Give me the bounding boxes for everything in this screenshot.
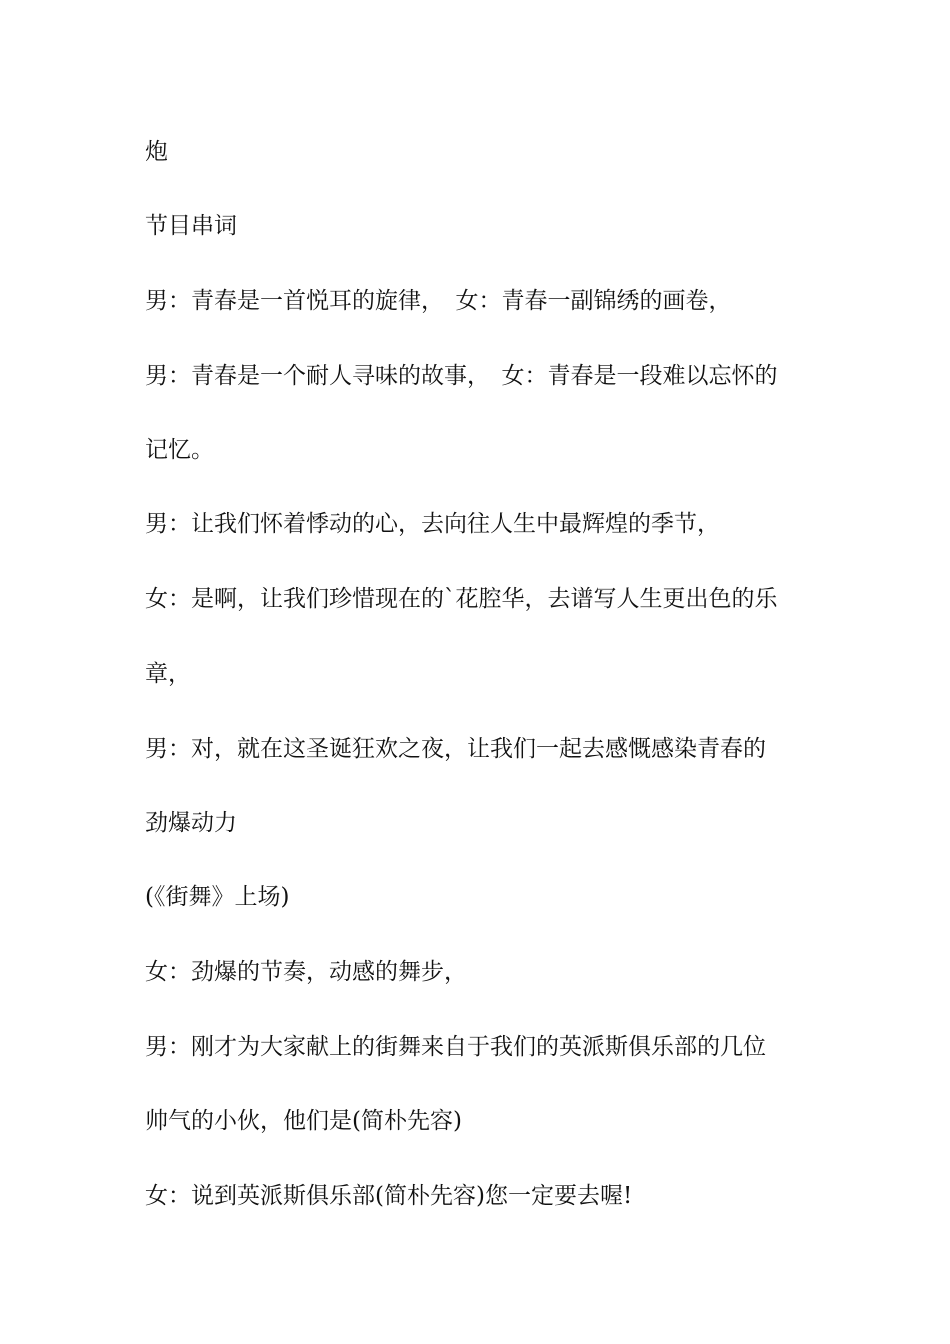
text-line: 男：对，就在这圣诞狂欢之夜，让我们一起去感慨感染青春的 [145, 736, 766, 762]
text-line: 帅气的小伙，他们是(简朴先容) [145, 1108, 462, 1134]
text-line: 章， [145, 661, 191, 687]
text-line: 炮 [145, 139, 168, 165]
text-line: 劲爆动力 [145, 810, 237, 836]
text-line: 女：是啊，让我们珍惜现在的`花腔华，去谱写人生更出色的乐 [145, 586, 778, 612]
text-line: 记忆。 [145, 437, 214, 463]
text-line: 男：青春是一个耐人寻味的故事， 女：青春是一段难以忘怀的 [145, 363, 778, 389]
text-line: 男：让我们怀着悸动的心，去向往人生中最辉煌的季节， [145, 511, 720, 537]
text-line: 女：说到英派斯俱乐部(简朴先容)您一定要去喔! [145, 1183, 633, 1209]
text-line: 男：刚才为大家献上的街舞来自于我们的英派斯俱乐部的几位 [145, 1034, 766, 1060]
stage-direction: (《街舞》上场) [145, 884, 290, 910]
text-line: 男：青春是一首悦耳的旋律， 女：青春一副锦绣的画卷， [145, 288, 732, 314]
section-title: 节目串词 [145, 213, 237, 239]
text-line: 女：劲爆的节奏，动感的舞步， [145, 959, 467, 985]
